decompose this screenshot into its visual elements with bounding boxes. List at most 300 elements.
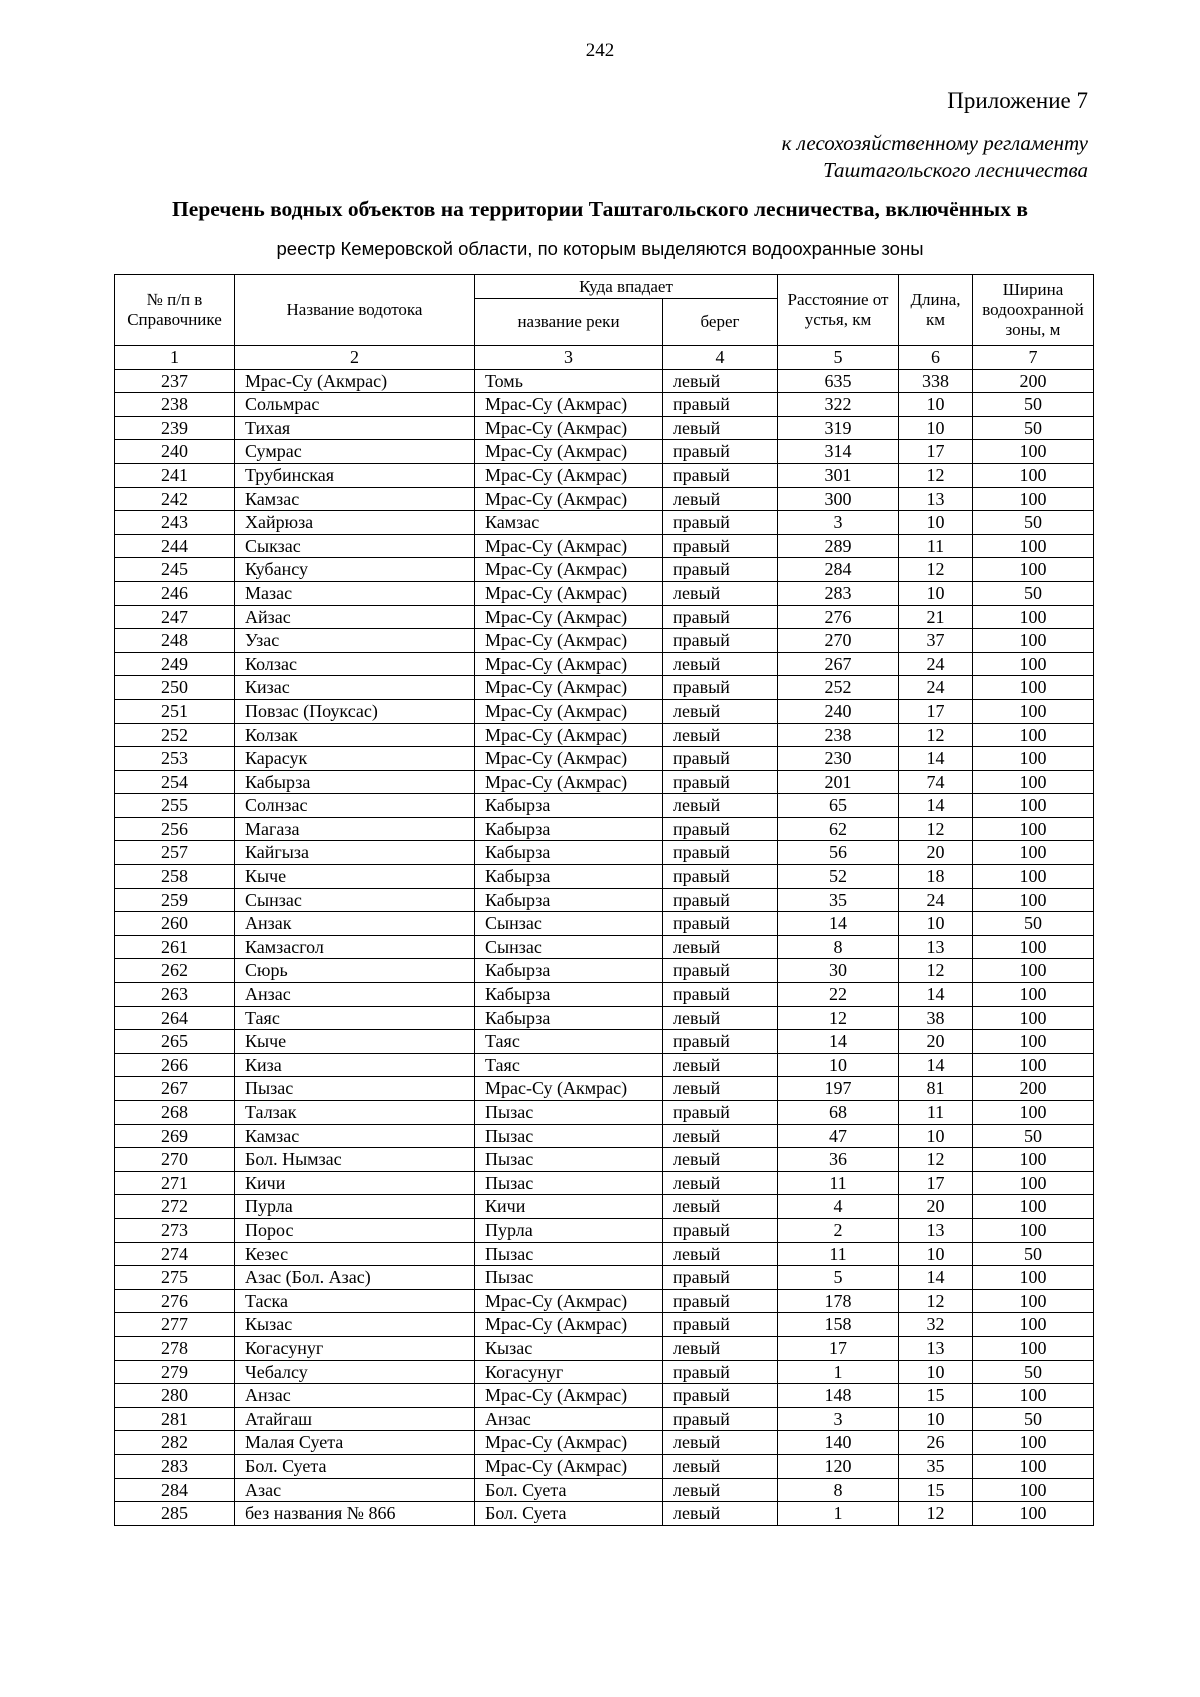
cell-distance: 301 xyxy=(778,463,899,487)
table-row xyxy=(115,817,1094,841)
cell-watercourse-name: Колзас xyxy=(235,652,475,676)
cell-distance: 2 xyxy=(778,1218,899,1242)
cell-zone-width: 100 xyxy=(973,865,1094,889)
cell-zone-width: 100 xyxy=(973,1313,1094,1337)
cell-number: 274 xyxy=(115,1242,235,1266)
cell-number: 281 xyxy=(115,1407,235,1431)
cell-river-name: Мрас-Су (Акмрас) xyxy=(475,558,663,582)
cell-length: 11 xyxy=(899,1101,973,1125)
cell-river-name: Мрас-Су (Акмрас) xyxy=(475,629,663,653)
table-row xyxy=(115,770,1094,794)
cell-watercourse-name: Сольмрас xyxy=(235,393,475,417)
cell-distance: 3 xyxy=(778,511,899,535)
cell-distance: 120 xyxy=(778,1454,899,1478)
table-row xyxy=(115,959,1094,983)
cell-length: 11 xyxy=(899,534,973,558)
cell-number: 267 xyxy=(115,1077,235,1101)
cell-watercourse-name: Кызас xyxy=(235,1313,475,1337)
cell-length: 14 xyxy=(899,747,973,771)
table-row xyxy=(115,794,1094,818)
cell-length: 20 xyxy=(899,1030,973,1054)
cell-distance: 8 xyxy=(778,1478,899,1502)
cell-bank: левый xyxy=(663,1077,778,1101)
cell-length: 10 xyxy=(899,1242,973,1266)
table-body xyxy=(115,346,1094,1526)
cell-river-name: Мрас-Су (Акмрас) xyxy=(475,676,663,700)
cell-river-name: Пызас xyxy=(475,1124,663,1148)
cell-zone-width: 100 xyxy=(973,983,1094,1007)
cell-river-name: Пызас xyxy=(475,1171,663,1195)
cell-bank: левый xyxy=(663,1195,778,1219)
table-row xyxy=(115,912,1094,936)
table-row xyxy=(115,463,1094,487)
cell-bank: правый xyxy=(663,534,778,558)
cell-zone-width: 50 xyxy=(973,511,1094,535)
cell-distance: 35 xyxy=(778,888,899,912)
cell-number: 245 xyxy=(115,558,235,582)
cell-zone-width: 50 xyxy=(973,581,1094,605)
cell-watercourse-name: Трубинская xyxy=(235,463,475,487)
cell-number: 248 xyxy=(115,629,235,653)
cell-river-name: Мрас-Су (Акмрас) xyxy=(475,1431,663,1455)
column-number: 2 xyxy=(235,346,475,370)
cell-river-name: Томь xyxy=(475,369,663,393)
cell-bank: правый xyxy=(663,1218,778,1242)
cell-zone-width: 100 xyxy=(973,794,1094,818)
cell-zone-width: 100 xyxy=(973,440,1094,464)
cell-bank: левый xyxy=(663,416,778,440)
table-row xyxy=(115,983,1094,1007)
cell-distance: 276 xyxy=(778,605,899,629)
cell-river-name: Мрас-Су (Акмрас) xyxy=(475,463,663,487)
water-objects-table xyxy=(114,274,1094,1526)
cell-number: 254 xyxy=(115,770,235,794)
cell-bank: правый xyxy=(663,1313,778,1337)
cell-length: 10 xyxy=(899,511,973,535)
cell-bank: правый xyxy=(663,841,778,865)
header-flows-into: Куда впадает xyxy=(475,275,778,299)
cell-watercourse-name: Камзасгол xyxy=(235,935,475,959)
cell-length: 17 xyxy=(899,699,973,723)
cell-watercourse-name: без названия № 866 xyxy=(235,1502,475,1526)
cell-watercourse-name: Кыче xyxy=(235,1030,475,1054)
cell-distance: 52 xyxy=(778,865,899,889)
cell-river-name: Кабырза xyxy=(475,1006,663,1030)
cell-bank: правый xyxy=(663,676,778,700)
cell-watercourse-name: Азас (Бол. Азас) xyxy=(235,1266,475,1290)
cell-distance: 314 xyxy=(778,440,899,464)
cell-zone-width: 100 xyxy=(973,676,1094,700)
appendix-subtitle xyxy=(782,130,1088,184)
column-number: 4 xyxy=(663,346,778,370)
cell-watercourse-name: Кыче xyxy=(235,865,475,889)
cell-number: 241 xyxy=(115,463,235,487)
cell-watercourse-name: Кичи xyxy=(235,1171,475,1195)
cell-distance: 5 xyxy=(778,1266,899,1290)
cell-number: 238 xyxy=(115,393,235,417)
subtitle-line-2: Таштагольского лесничества xyxy=(823,158,1088,182)
cell-bank: левый xyxy=(663,1006,778,1030)
cell-zone-width: 100 xyxy=(973,1053,1094,1077)
cell-distance: 10 xyxy=(778,1053,899,1077)
cell-watercourse-name: Таяс xyxy=(235,1006,475,1030)
table-row xyxy=(115,1053,1094,1077)
cell-watercourse-name: Таска xyxy=(235,1289,475,1313)
cell-watercourse-name: Анзак xyxy=(235,912,475,936)
cell-distance: 140 xyxy=(778,1431,899,1455)
cell-zone-width: 100 xyxy=(973,935,1094,959)
cell-river-name: Кабырза xyxy=(475,983,663,1007)
table-row xyxy=(115,440,1094,464)
header-bank: берег xyxy=(663,299,778,346)
cell-watercourse-name: Бол. Суета xyxy=(235,1454,475,1478)
cell-bank: правый xyxy=(663,959,778,983)
cell-watercourse-name: Солнзас xyxy=(235,794,475,818)
cell-distance: 11 xyxy=(778,1171,899,1195)
cell-river-name: Кичи xyxy=(475,1195,663,1219)
cell-river-name: Анзас xyxy=(475,1407,663,1431)
cell-bank: правый xyxy=(663,1030,778,1054)
cell-distance: 322 xyxy=(778,393,899,417)
cell-bank: правый xyxy=(663,440,778,464)
cell-zone-width: 100 xyxy=(973,841,1094,865)
table-row xyxy=(115,865,1094,889)
cell-length: 12 xyxy=(899,1148,973,1172)
cell-watercourse-name: Кабырза xyxy=(235,770,475,794)
cell-bank: правый xyxy=(663,817,778,841)
table-row xyxy=(115,1431,1094,1455)
cell-watercourse-name: Камзас xyxy=(235,487,475,511)
cell-zone-width: 100 xyxy=(973,699,1094,723)
cell-zone-width: 100 xyxy=(973,770,1094,794)
cell-number: 256 xyxy=(115,817,235,841)
cell-length: 10 xyxy=(899,416,973,440)
cell-distance: 8 xyxy=(778,935,899,959)
cell-number: 252 xyxy=(115,723,235,747)
cell-distance: 11 xyxy=(778,1242,899,1266)
cell-number: 283 xyxy=(115,1454,235,1478)
cell-number: 284 xyxy=(115,1478,235,1502)
table-row xyxy=(115,747,1094,771)
cell-length: 21 xyxy=(899,605,973,629)
cell-zone-width: 100 xyxy=(973,605,1094,629)
cell-river-name: Мрас-Су (Акмрас) xyxy=(475,1289,663,1313)
header-length: Длина, км xyxy=(899,275,973,346)
header-protection-zone-width: Ширина водоохранной зоны, м xyxy=(973,275,1094,346)
cell-bank: правый xyxy=(663,865,778,889)
cell-bank: правый xyxy=(663,629,778,653)
cell-number: 282 xyxy=(115,1431,235,1455)
cell-length: 10 xyxy=(899,912,973,936)
cell-length: 32 xyxy=(899,1313,973,1337)
cell-river-name: Мрас-Су (Акмрас) xyxy=(475,416,663,440)
cell-watercourse-name: Мазас xyxy=(235,581,475,605)
cell-distance: 62 xyxy=(778,817,899,841)
cell-distance: 4 xyxy=(778,1195,899,1219)
cell-river-name: Пурла xyxy=(475,1218,663,1242)
cell-number: 255 xyxy=(115,794,235,818)
cell-length: 81 xyxy=(899,1077,973,1101)
cell-watercourse-name: Магаза xyxy=(235,817,475,841)
cell-distance: 68 xyxy=(778,1101,899,1125)
cell-number: 250 xyxy=(115,676,235,700)
cell-bank: правый xyxy=(663,912,778,936)
cell-number: 266 xyxy=(115,1053,235,1077)
cell-number: 268 xyxy=(115,1101,235,1125)
header-river-name: название реки xyxy=(475,299,663,346)
cell-number: 242 xyxy=(115,487,235,511)
cell-watercourse-name: Мрас-Су (Акмрас) xyxy=(235,369,475,393)
cell-river-name: Кабырза xyxy=(475,817,663,841)
cell-distance: 230 xyxy=(778,747,899,771)
table-row xyxy=(115,1289,1094,1313)
cell-river-name: Сынзас xyxy=(475,912,663,936)
cell-zone-width: 100 xyxy=(973,817,1094,841)
cell-bank: левый xyxy=(663,1502,778,1526)
cell-zone-width: 100 xyxy=(973,487,1094,511)
cell-length: 14 xyxy=(899,1053,973,1077)
table-row xyxy=(115,534,1094,558)
cell-length: 10 xyxy=(899,1124,973,1148)
cell-number: 244 xyxy=(115,534,235,558)
cell-bank: правый xyxy=(663,888,778,912)
cell-zone-width: 100 xyxy=(973,1384,1094,1408)
cell-watercourse-name: Айзас xyxy=(235,605,475,629)
cell-distance: 56 xyxy=(778,841,899,865)
cell-zone-width: 100 xyxy=(973,1478,1094,1502)
cell-length: 35 xyxy=(899,1454,973,1478)
cell-zone-width: 50 xyxy=(973,1242,1094,1266)
cell-number: 257 xyxy=(115,841,235,865)
cell-distance: 47 xyxy=(778,1124,899,1148)
cell-river-name: Мрас-Су (Акмрас) xyxy=(475,699,663,723)
cell-river-name: Камзас xyxy=(475,511,663,535)
table-row xyxy=(115,888,1094,912)
cell-length: 18 xyxy=(899,865,973,889)
cell-length: 24 xyxy=(899,652,973,676)
cell-zone-width: 100 xyxy=(973,1006,1094,1030)
cell-distance: 635 xyxy=(778,369,899,393)
cell-bank: левый xyxy=(663,369,778,393)
cell-bank: левый xyxy=(663,1242,778,1266)
cell-bank: правый xyxy=(663,463,778,487)
cell-number: 261 xyxy=(115,935,235,959)
cell-length: 17 xyxy=(899,440,973,464)
cell-watercourse-name: Кайгыза xyxy=(235,841,475,865)
cell-number: 263 xyxy=(115,983,235,1007)
cell-length: 24 xyxy=(899,888,973,912)
cell-length: 14 xyxy=(899,794,973,818)
cell-distance: 1 xyxy=(778,1502,899,1526)
cell-watercourse-name: Азас xyxy=(235,1478,475,1502)
table-row xyxy=(115,605,1094,629)
cell-zone-width: 100 xyxy=(973,723,1094,747)
cell-length: 12 xyxy=(899,959,973,983)
cell-watercourse-name: Атайгаш xyxy=(235,1407,475,1431)
cell-number: 271 xyxy=(115,1171,235,1195)
cell-zone-width: 100 xyxy=(973,1101,1094,1125)
cell-zone-width: 100 xyxy=(973,1336,1094,1360)
cell-number: 275 xyxy=(115,1266,235,1290)
cell-zone-width: 200 xyxy=(973,369,1094,393)
cell-bank: левый xyxy=(663,652,778,676)
cell-length: 15 xyxy=(899,1384,973,1408)
cell-number: 265 xyxy=(115,1030,235,1054)
cell-zone-width: 100 xyxy=(973,1454,1094,1478)
cell-length: 10 xyxy=(899,1360,973,1384)
document-title-continuation: реестр Кемеровской области, по которым выделяются водоохранные зоны xyxy=(276,238,924,259)
cell-distance: 12 xyxy=(778,1006,899,1030)
table-row xyxy=(115,723,1094,747)
cell-length: 24 xyxy=(899,676,973,700)
cell-distance: 17 xyxy=(778,1336,899,1360)
cell-distance: 178 xyxy=(778,1289,899,1313)
cell-number: 251 xyxy=(115,699,235,723)
page-number: 242 xyxy=(585,40,615,61)
cell-bank: левый xyxy=(663,1431,778,1455)
cell-watercourse-name: Анзас xyxy=(235,1384,475,1408)
cell-number: 249 xyxy=(115,652,235,676)
subtitle-line-1: к лесохозяйственному регламенту xyxy=(781,131,1088,155)
cell-distance: 319 xyxy=(778,416,899,440)
cell-distance: 36 xyxy=(778,1148,899,1172)
cell-river-name: Кабырза xyxy=(475,865,663,889)
cell-distance: 14 xyxy=(778,912,899,936)
cell-zone-width: 100 xyxy=(973,652,1094,676)
column-number: 5 xyxy=(778,346,899,370)
cell-watercourse-name: Тихая xyxy=(235,416,475,440)
column-number-row xyxy=(115,346,1094,370)
cell-river-name: Кабырза xyxy=(475,959,663,983)
table-row xyxy=(115,1242,1094,1266)
cell-length: 13 xyxy=(899,487,973,511)
table-row xyxy=(115,1101,1094,1125)
cell-number: 269 xyxy=(115,1124,235,1148)
cell-river-name: Кызас xyxy=(475,1336,663,1360)
cell-river-name: Мрас-Су (Акмрас) xyxy=(475,440,663,464)
cell-watercourse-name: Малая Суета xyxy=(235,1431,475,1455)
cell-number: 239 xyxy=(115,416,235,440)
table-row xyxy=(115,629,1094,653)
header-watercourse-name: Название водотока xyxy=(235,275,475,346)
cell-zone-width: 100 xyxy=(973,558,1094,582)
cell-watercourse-name: Сынзас xyxy=(235,888,475,912)
column-number: 6 xyxy=(899,346,973,370)
cell-length: 20 xyxy=(899,1195,973,1219)
cell-river-name: Бол. Суета xyxy=(475,1478,663,1502)
cell-river-name: Пызас xyxy=(475,1148,663,1172)
cell-watercourse-name: Анзас xyxy=(235,983,475,1007)
cell-watercourse-name: Когасунуг xyxy=(235,1336,475,1360)
cell-length: 13 xyxy=(899,1336,973,1360)
cell-length: 74 xyxy=(899,770,973,794)
cell-length: 14 xyxy=(899,1266,973,1290)
cell-zone-width: 50 xyxy=(973,393,1094,417)
cell-river-name: Мрас-Су (Акмрас) xyxy=(475,605,663,629)
column-number: 7 xyxy=(973,346,1094,370)
cell-river-name: Таяс xyxy=(475,1053,663,1077)
cell-zone-width: 50 xyxy=(973,912,1094,936)
cell-number: 270 xyxy=(115,1148,235,1172)
cell-river-name: Мрас-Су (Акмрас) xyxy=(475,1313,663,1337)
cell-distance: 1 xyxy=(778,1360,899,1384)
cell-length: 26 xyxy=(899,1431,973,1455)
cell-zone-width: 50 xyxy=(973,1407,1094,1431)
cell-distance: 300 xyxy=(778,487,899,511)
cell-bank: левый xyxy=(663,1171,778,1195)
cell-watercourse-name: Талзак xyxy=(235,1101,475,1125)
cell-bank: левый xyxy=(663,794,778,818)
cell-distance: 240 xyxy=(778,699,899,723)
cell-number: 262 xyxy=(115,959,235,983)
cell-river-name: Мрас-Су (Акмрас) xyxy=(475,1077,663,1101)
cell-distance: 201 xyxy=(778,770,899,794)
cell-zone-width: 200 xyxy=(973,1077,1094,1101)
cell-river-name: Мрас-Су (Акмрас) xyxy=(475,723,663,747)
cell-length: 12 xyxy=(899,463,973,487)
cell-river-name: Пызас xyxy=(475,1266,663,1290)
cell-distance: 238 xyxy=(778,723,899,747)
cell-length: 12 xyxy=(899,1289,973,1313)
cell-length: 14 xyxy=(899,983,973,1007)
table-row xyxy=(115,841,1094,865)
cell-number: 253 xyxy=(115,747,235,771)
table-row xyxy=(115,1407,1094,1431)
cell-river-name: Кабырза xyxy=(475,888,663,912)
cell-bank: левый xyxy=(663,699,778,723)
cell-zone-width: 100 xyxy=(973,1148,1094,1172)
cell-watercourse-name: Карасук xyxy=(235,747,475,771)
cell-watercourse-name: Бол. Нымзас xyxy=(235,1148,475,1172)
table-row xyxy=(115,1124,1094,1148)
table-row xyxy=(115,676,1094,700)
cell-number: 280 xyxy=(115,1384,235,1408)
cell-length: 12 xyxy=(899,558,973,582)
cell-bank: левый xyxy=(663,487,778,511)
cell-zone-width: 100 xyxy=(973,1289,1094,1313)
cell-number: 259 xyxy=(115,888,235,912)
header-distance: Расстояние от устья, км xyxy=(778,275,899,346)
cell-number: 285 xyxy=(115,1502,235,1526)
table-row xyxy=(115,1360,1094,1384)
table-row xyxy=(115,1266,1094,1290)
table-row xyxy=(115,1454,1094,1478)
cell-bank: правый xyxy=(663,1407,778,1431)
table-row xyxy=(115,1195,1094,1219)
cell-river-name: Мрас-Су (Акмрас) xyxy=(475,581,663,605)
table-row xyxy=(115,1384,1094,1408)
cell-distance: 270 xyxy=(778,629,899,653)
cell-length: 37 xyxy=(899,629,973,653)
cell-bank: правый xyxy=(663,1101,778,1125)
cell-number: 264 xyxy=(115,1006,235,1030)
table-row xyxy=(115,1077,1094,1101)
cell-bank: левый xyxy=(663,581,778,605)
cell-watercourse-name: Узас xyxy=(235,629,475,653)
cell-distance: 267 xyxy=(778,652,899,676)
cell-number: 277 xyxy=(115,1313,235,1337)
cell-bank: правый xyxy=(663,1289,778,1313)
cell-river-name: Сынзас xyxy=(475,935,663,959)
cell-watercourse-name: Пурла xyxy=(235,1195,475,1219)
cell-bank: левый xyxy=(663,1454,778,1478)
cell-bank: правый xyxy=(663,983,778,1007)
cell-watercourse-name: Кубансу xyxy=(235,558,475,582)
cell-river-name: Пызас xyxy=(475,1242,663,1266)
cell-bank: правый xyxy=(663,393,778,417)
cell-zone-width: 100 xyxy=(973,534,1094,558)
cell-river-name: Мрас-Су (Акмрас) xyxy=(475,1454,663,1478)
